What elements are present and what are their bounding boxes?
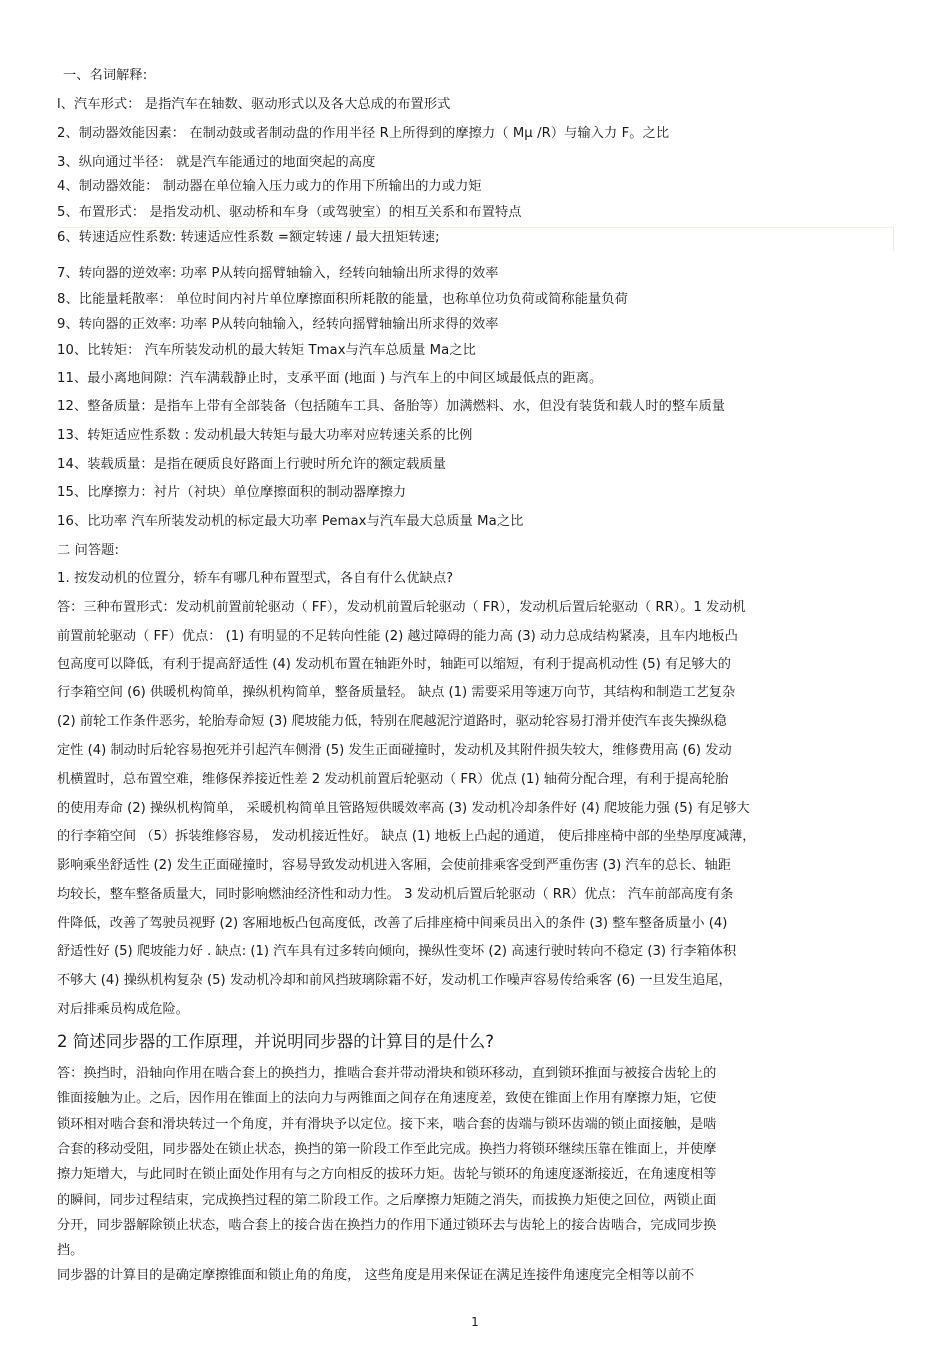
term-6: 6、转速适应性系数: 转速适应性系数 =额定转速 / 最大扭矩转速; xyxy=(57,230,440,245)
answer-1-line: 的行李箱空间 （5）拆装维修容易， 发动机接近性好。 缺点 (1) 地板上凸起的通道， 使后排座椅中部的坐垫厚度减薄， xyxy=(57,829,756,844)
term-15: 15、比摩擦力：衬片（衬块）单位摩擦面积的制动器摩擦力 xyxy=(57,485,407,500)
answer-1-line: 舒适性好 (5) 爬坡能力好 . 缺点: (1) 汽车具有过多转向倾向，操纵性变坏 (2) 高速行驶时转向不稳定 (3) 行李箱体积 xyxy=(57,944,737,959)
section1-heading: 一、名词解释: xyxy=(63,68,148,83)
term-14: 14、装载质量：是指在硬质良好路面上行驶时所允许的额定载质量 xyxy=(57,457,447,472)
section2-heading: 二 问答题: xyxy=(57,543,119,558)
answer-1-line: 机横置时，总布置空难，维修保养接近性差 2 发动机前置后轮驱动（ FR）优点 (1) 轴荷分配合理，有利于提高轮胎 xyxy=(57,772,729,787)
answer-2-line: 分开，同步器解除锁止状态，啮合套上的接合齿在换挡力的作用下通过锁环去与齿轮上的接合齿啮合，完成同步换 xyxy=(57,1218,717,1233)
answer-2-line: 挡。 xyxy=(57,1243,84,1258)
answer-1-line: (2) 前轮工作条件恶劣，轮胎寿命短 (3) 爬坡能力低，特别在爬越泥泞道路时，驱动轮容易打滑并使汽车丧失操纵稳 xyxy=(57,714,727,729)
answer-1-line: 包高度可以降低，有利于提高舒适性 (4) 发动机布置在轴距外时，轴距可以缩短，有利于提高机动性 (5) 有足够大的 xyxy=(57,657,731,672)
answer-2-line: 同步器的计算目的是确定摩擦锥面和锁止角的角度， 这些角度是用来保证在满足连接件角速度完全相等以前不 xyxy=(57,1268,695,1283)
term-10: 10、比转矩： 汽车所装发动机的最大转矩 Tmax与汽车总质量 Ma之比 xyxy=(57,343,476,358)
term-4: 4、制动器效能： 制动器在单位输入压力或力的作用下所输出的力或力矩 xyxy=(57,179,482,194)
answer-1-line: 答：三种布置形式：发动机前置前轮驱动（ FF），发动机前置后轮驱动（ FR），发动机后置后轮驱动（ RR）。1 发动机 xyxy=(57,600,746,615)
term-11: 11、最小离地间隙：汽车满载静止时，支承平面 (地面 ) 与汽车上的中间区域最低点的距离。 xyxy=(57,371,603,386)
answer-2-line: 锥面接触为止。之后，因作用在锥面上的法向力与两锥面之间存在角速度差，致使在锥面上作用有摩擦力矩，它使 xyxy=(57,1091,717,1106)
answer-1-line: 定性 (4) 制动时后轮容易抱死并引起汽车侧滑 (5) 发生正面碰撞时，发动机及其附件损失较大，维修费用高 (6) 发动 xyxy=(57,743,732,758)
answer-1-line: 影响乘坐舒适性 (2) 发生正面碰撞时，容易导致发动机进入客厢，会使前排乘客受到严重伤害 (3) 汽车的总长、轴距 xyxy=(57,858,731,873)
question-1: 1. 按发动机的位置分，轿车有哪几种布置型式，各自有什么优缺点? xyxy=(57,571,454,586)
term-1: l、汽车形式： 是指汽车在轴数、驱动形式以及各大总成的布置形式 xyxy=(57,97,451,112)
term-8: 8、比能量耗散率： 单位时间内衬片单位摩擦面积所耗散的能量，也称单位功负荷或简称能量负荷 xyxy=(57,292,628,307)
answer-1-line: 前置前轮驱动（ FF）优点： (1) 有明显的不足转向性能 (2) 越过障碍的能力高 (3) 动力总成结构紧凑，且车内地板凸 xyxy=(57,629,738,644)
answer-1-line: 对后排乘员构成危险。 xyxy=(57,1002,189,1017)
term-7: 7、转向器的逆效率: 功率 P从转向摇臂轴输入，经转向轴输出所求得的效率 xyxy=(57,266,499,281)
answer-1-line: 的使用寿命 (2) 操纵机构简单， 采暖机构简单且管路短供暖效率高 (3) 发动机冷却条件好 (4) 爬坡能力强 (5) 有足够大 xyxy=(57,801,750,816)
answer-1-line: 均较长，整车整备质量大，同时影响燃油经济性和动力性。 3 发动机后置后轮驱动（ RR）优点： 汽车前部高度有条 xyxy=(57,887,734,902)
answer-2-line: 的瞬间，同步过程结束，完成换挡过程的第二阶段工作。之后摩擦力矩随之消失，而拔换力矩使之回位，两锁止面 xyxy=(57,1193,717,1208)
term-9: 9、转向器的正效率: 功率 P从转向轴输入，经转向摇臂轴输出所求得的效率 xyxy=(57,317,499,332)
question-2: 2 简述同步器的工作原理，并说明同步器的计算目的是什么? xyxy=(57,1032,495,1051)
answer-2-line: 擦力矩增大，与此同时在锁止面处作用有与之方向相反的拔环力矩。齿轮与锁环的角速度逐渐接近，在角速度相等 xyxy=(57,1167,717,1182)
answer-1-line: 件降低，改善了驾驶员视野 (2) 客厢地板凸包高度低，改善了后排座椅中间乘员出入的条件 (3) 整车整备质量小 (4) xyxy=(57,916,728,931)
term-3: 3、纵向通过半径： 就是汽车能通过的地面突起的高度 xyxy=(57,155,376,170)
term-16: 16、比功率 汽车所装发动机的标定最大功率 Pemax与汽车最大总质量 Ma之比 xyxy=(57,514,524,529)
answer-2-line: 答：换挡时，沿轴向作用在啮合套上的换挡力，推啮合套并带动滑块和锁环移动，直到锁环推面与被接合齿轮上的 xyxy=(57,1066,717,1081)
term-5: 5、布置形式： 是指发动机、驱动桥和车身（或驾驶室）的相互关系和布置特点 xyxy=(57,205,522,220)
term-2: 2、制动器效能因素： 在制动鼓或者制动盘的作用半径 R上所得到的摩擦力（ Mμ /R）与输入力 F。之比 xyxy=(57,126,670,141)
page-number: 1 xyxy=(471,1315,479,1329)
answer-1-line: 行李箱空间 (6) 供暖机构简单，操纵机构简单，整备质量轻。 缺点 (1) 需要采用等速万向节，其结构和制造工艺复杂 xyxy=(57,685,736,700)
term-12: 12、整备质量：是指车上带有全部装备（包括随车工具、备胎等）加满燃料、水，但没有装货和载人时的整车质量 xyxy=(57,399,726,414)
answer-2-line: 合套的移动受阻，同步器处在锁止状态，换挡的第一阶段工作至此完成。换挡力将锁环继续压靠在锥面上，并使摩 xyxy=(57,1142,717,1157)
answer-2-line: 锁环相对啮合套和滑块转过一个角度，并有滑块予以定位。接下来，啮合套的齿端与锁环齿端的锁止面接触，是啮 xyxy=(57,1117,717,1132)
answer-1-line: 不够大 (4) 操纵机构复杂 (5) 发动机冷却和前风挡玻璃除霜不好，发动机工作噪声容易传给乘客 (6) 一旦发生追尾， xyxy=(57,973,732,988)
term-13: 13、转矩适应性系数 : 发动机最大转矩与最大功率对应转速关系的比例 xyxy=(57,428,473,443)
